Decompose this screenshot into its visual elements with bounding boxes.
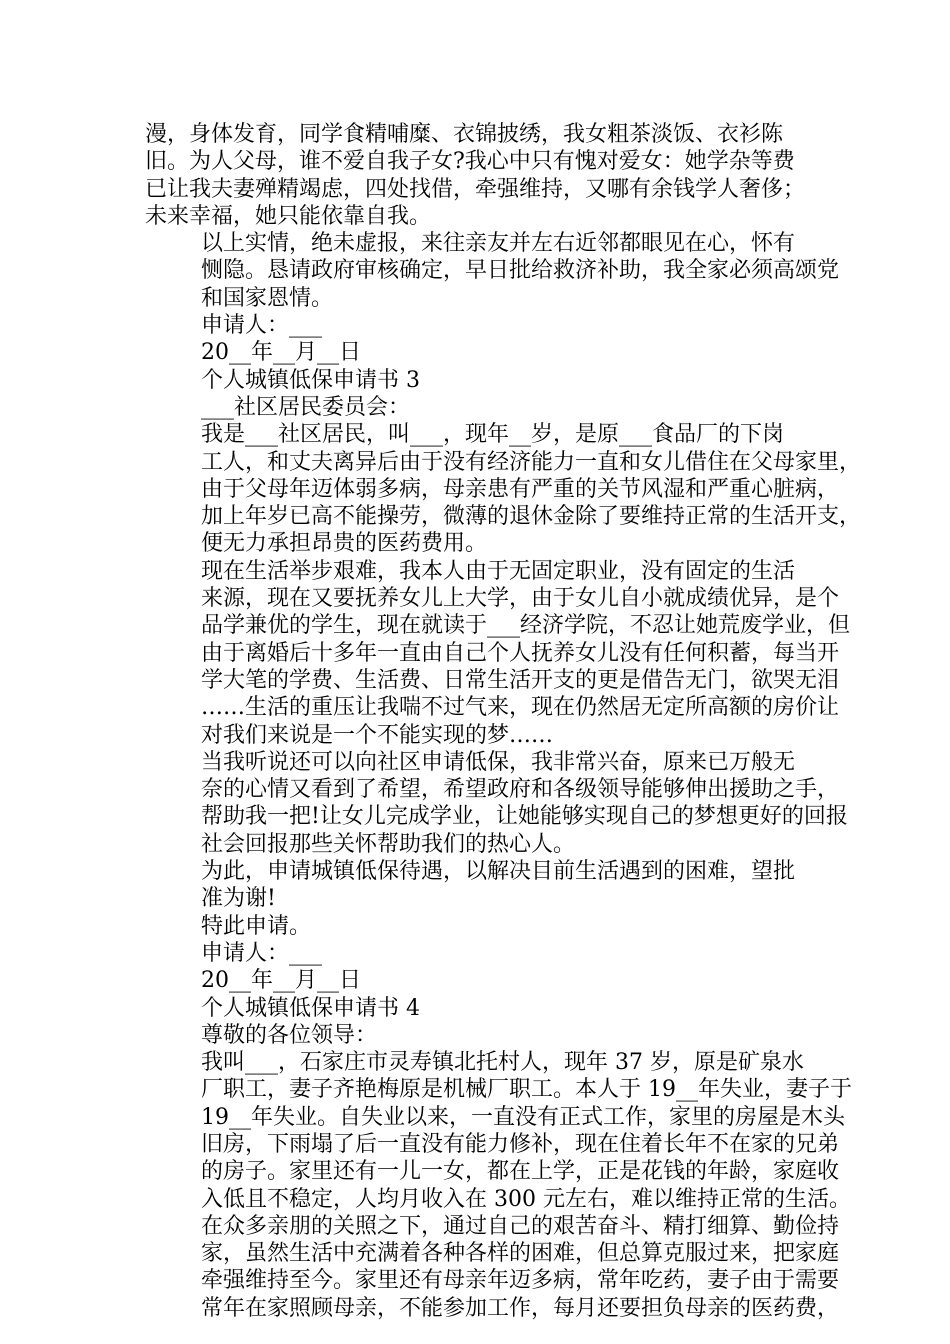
text-line: 入低且不稳定，人均月收入在 300 元左右，难以维持正常的生活。	[201, 1186, 851, 1212]
text-line: 为此，申请城镇低保待遇，以解决目前生活遇到的困难，望批	[201, 859, 796, 885]
text-line: 特此申请。	[201, 913, 312, 939]
text-line: 在众多亲朋的关照之下，通过自己的艰苦奋斗、精打细算、勤俭持	[201, 1213, 840, 1239]
text-line: 牵强维持至今。家里还有母亲年迈多病，常年吃药，妻子由于需要	[201, 1268, 840, 1294]
text-line: 20__年__月__日	[201, 340, 361, 366]
text-line: 帮助我一把!让女儿完成学业，让她能够实现自己的梦想更好的回报	[201, 804, 848, 830]
text-line: 品学兼优的学生，现在就读于___经济学院，不忍让她荒废学业，但	[201, 613, 851, 639]
text-line: ___社区居民委员会：	[201, 394, 411, 420]
text-line: 工人，和丈夫离异后由于没有经济能力一直和女儿借住在父母家里，	[201, 449, 862, 475]
text-line: 由于父母年迈体弱多病，母亲患有严重的关节风湿和严重心脏病，	[201, 476, 840, 502]
document-paragraph	[145, 749, 848, 858]
text-line: 已让我夫妻殚精竭虑，四处找借，牵强维持，又哪有余钱学人奢侈；	[145, 176, 806, 202]
text-line: 当我听说还可以向社区申请低保，我非常兴奋，原来已万般无	[201, 749, 796, 775]
text-line: 以上实情，绝未虚报，来往亲友并左右近邻都眼见在心，怀有	[201, 231, 796, 257]
text-line: 未来幸福，她只能依靠自我。	[145, 203, 432, 229]
text-line: ……生活的重压让我喘不过气来，现在仍然居无定所高额的房价让	[201, 695, 840, 721]
text-line: 常年在家照顾母亲，不能参加工作，每月还要担负母亲的医药费，	[201, 1295, 840, 1321]
text-line: 的房子。家里还有一儿一女，都在上学，正是花钱的年龄，家庭收	[201, 1159, 840, 1185]
text-line: 尊敬的各位领导：	[201, 1022, 378, 1048]
document-paragraph	[145, 121, 825, 230]
document-paragraph	[145, 421, 862, 557]
document-paragraph	[145, 230, 840, 312]
text-line: 个人城镇低保申请书 4	[201, 995, 420, 1021]
document-paragraph	[145, 558, 851, 749]
text-line: 厂职工，妻子齐艳梅原是机械厂职工。本人于 19__年失业，妻子于	[201, 1077, 852, 1103]
text-line: 旧房，下雨塌了后一直没有能力修补，现在住着长年不在家的兄弟	[201, 1131, 840, 1157]
text-line: 来源，现在又要抚养女儿上大学，由于女儿自小就成绩优异，是个	[201, 586, 840, 612]
document-page	[145, 121, 862, 1322]
document-paragraph	[145, 312, 825, 339]
text-line: 旧。为人父母，谁不爱自我子女?我心中只有愧对爱女：她学杂等费	[145, 149, 795, 175]
text-line: 对我们来说是一个不能实现的梦……	[201, 722, 554, 748]
document-paragraph	[145, 367, 825, 394]
text-line: 准为谢!	[201, 886, 276, 912]
text-line: 19__年失业。自失业以来，一直没有正式工作，家里的房屋是木头	[201, 1104, 845, 1130]
document-paragraph	[145, 394, 825, 421]
text-line: 社会回报那些关怀帮助我们的热心人。	[201, 831, 576, 857]
document-paragraph	[145, 858, 825, 913]
text-line: 家，虽然生活中充满着各种各样的困难，但总算克服过来，把家庭	[201, 1241, 840, 1267]
text-line: 申请人：___	[201, 940, 323, 966]
text-line: 便无力承担昂贵的医药费用。	[201, 531, 488, 557]
document-paragraph	[145, 967, 825, 994]
text-line: 学大笔的学费、生活费、日常生活开支的更是借告无门，欲哭无泪	[201, 667, 840, 693]
document-paragraph	[145, 1049, 852, 1322]
text-line: 我是___社区居民，叫___，现年__岁，是原___食品厂的下岗	[201, 422, 785, 448]
text-line: 申请人：___	[201, 313, 323, 339]
text-line: 个人城镇低保申请书 3	[201, 367, 420, 393]
document-paragraph	[145, 1022, 825, 1049]
text-line: 20__年__月__日	[201, 968, 361, 994]
text-line: 我叫___，石家庄市灵寿镇北托村人，现年 37 岁，原是矿泉水	[201, 1050, 804, 1076]
text-line: 恻隐。恳请政府审核确定，早日批给救济补助，我全家必须高颂党	[201, 258, 840, 284]
text-line: 和国家恩情。	[201, 285, 334, 311]
text-line: 现在生活举步艰难，我本人由于无固定职业，没有固定的生活	[201, 558, 796, 584]
document-paragraph	[145, 995, 825, 1022]
document-paragraph	[145, 940, 825, 967]
text-line: 漫，身体发育，同学食精哺糜、衣锦披绣，我女粗茶淡饭、衣衫陈	[145, 122, 784, 147]
text-line: 奈的心情又看到了希望，希望政府和各级领导能够伸出援助之手，	[201, 777, 840, 803]
text-line: 加上年岁已高不能操劳，微薄的退休金除了要维持正常的生活开支，	[201, 504, 862, 530]
document-paragraph	[145, 339, 825, 366]
document-paragraph	[145, 913, 825, 940]
text-line: 由于离婚后十多年一直由自己个人抚养女儿没有任何积蓄，每当开	[201, 640, 840, 666]
